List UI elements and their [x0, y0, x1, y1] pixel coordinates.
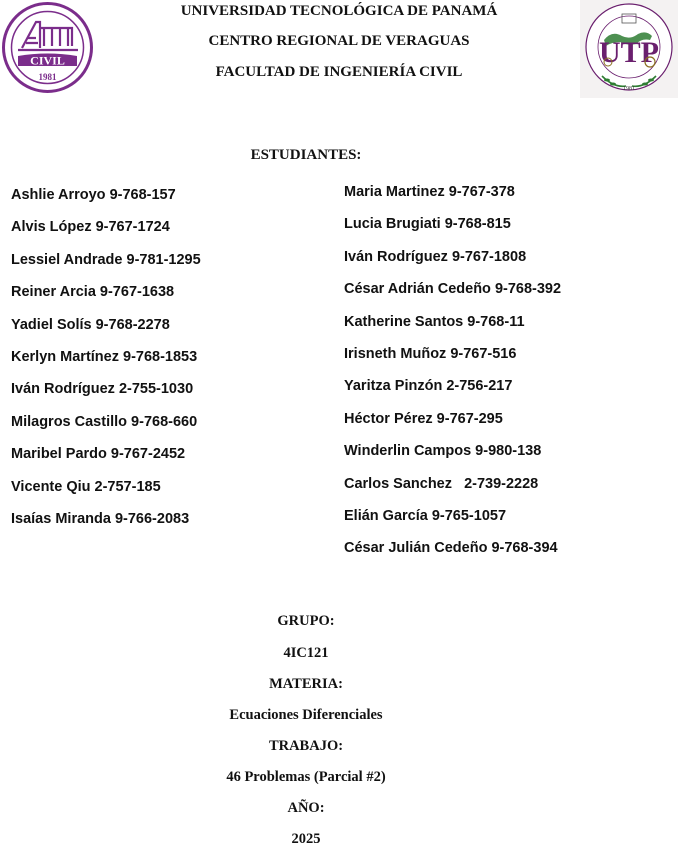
student-item: Milagros Castillo 9-768-660	[11, 413, 198, 430]
student-item: Héctor Pérez 9-767-295	[344, 410, 503, 427]
student-item: Ashlie Arroyo 9-768-157	[11, 187, 176, 203]
student-item: Alvis López 9-767-1724	[11, 219, 170, 236]
student-item: Lessiel Andrade 9-781-1295	[11, 251, 201, 268]
university-name: UNIVERSIDAD TECNOLÓGICA DE PANAMÁ	[180, 3, 498, 19]
utp-initials: UTP	[599, 36, 659, 69]
group-value: 4IC121	[283, 645, 329, 661]
civil-faculty-logo	[0, 0, 95, 95]
regional-center-name: CENTRO REGIONAL DE VERAGUAS	[208, 33, 470, 49]
student-item: Maria Martinez 9-767-378	[344, 184, 515, 200]
student-item: César Julián Cedeño 9-768-394	[344, 540, 558, 557]
student-item: Iván Rodríguez 2-755-1030	[11, 381, 194, 398]
subject-label: MATERIA:	[269, 676, 343, 692]
year-label: AÑO:	[287, 800, 325, 816]
student-item: Katherine Santos 9-768-11	[344, 313, 525, 330]
student-item: Isaías Miranda 9-766-2083	[11, 510, 190, 527]
student-item: Irisneth Muñoz 9-767-516	[344, 345, 517, 362]
assignment-value: 46 Problemas (Parcial #2)	[226, 769, 386, 785]
utp-seal-logo	[580, 0, 678, 98]
student-item: Yadiel Solís 9-768-2278	[11, 316, 170, 333]
faculty-name: FACULTAD DE INGENIERÍA CIVIL	[215, 64, 463, 80]
student-item: Elián García 9-765-1057	[344, 507, 507, 524]
student-item: Carlos Sanchez 2-739-2228	[344, 475, 539, 492]
assignment-label: TRABAJO:	[268, 738, 344, 754]
student-item: Maribel Pardo 9-767-2452	[11, 446, 186, 463]
utp-seal-year: 1981	[623, 86, 635, 92]
student-item: Vicente Qiu 2-757-185	[11, 478, 161, 495]
student-item: Kerlyn Martínez 9-768-1853	[11, 348, 198, 365]
students-list-left	[11, 186, 201, 542]
year-value: 2025	[291, 831, 321, 847]
student-item: Yaritza Pinzón 2-756-217	[344, 378, 513, 395]
students-list-right	[344, 183, 561, 572]
student-item: Winderlin Campos 9-980-138	[344, 443, 542, 460]
group-label: GRUPO:	[277, 613, 335, 629]
student-item: César Adrián Cedeño 9-768-392	[344, 281, 562, 298]
student-item: Reiner Arcia 9-767-1638	[11, 284, 175, 301]
civil-logo-year: 1981	[38, 72, 57, 82]
subject-value: Ecuaciones Diferenciales	[229, 707, 383, 723]
civil-logo-text: CIVIL	[30, 53, 65, 68]
students-heading: ESTUDIANTES:	[250, 147, 362, 163]
student-item: Iván Rodríguez 9-767-1808	[344, 248, 527, 265]
student-item: Lucia Brugiati 9-768-815	[344, 216, 511, 233]
